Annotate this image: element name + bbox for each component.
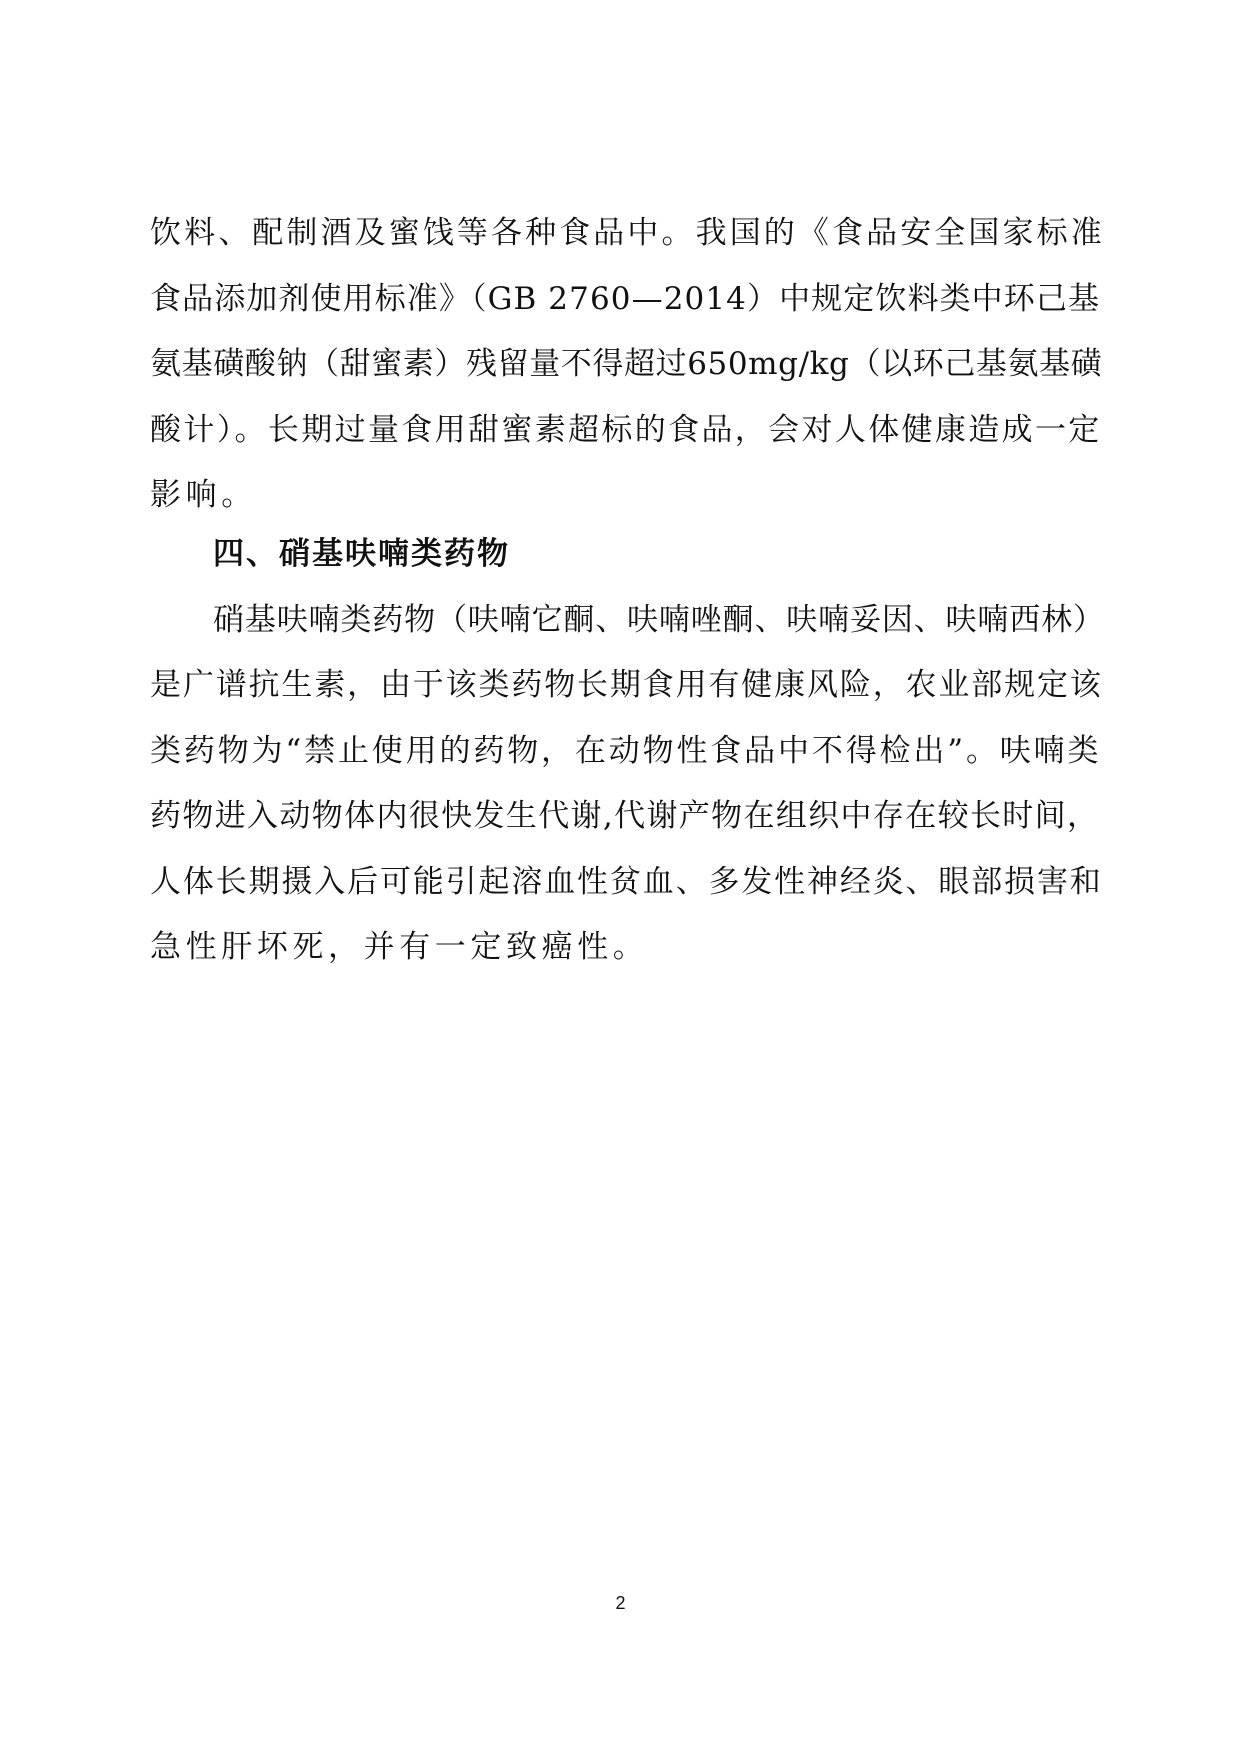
paragraph-1-line-2: 食品添加剂使用标准》（GB 2760—2014）中规定饮料类中环己基 (150, 281, 1101, 317)
section-heading: 四、硝基呋喃类药物 (213, 536, 510, 572)
paragraph-1-line-5: 影响。 (150, 477, 257, 513)
paragraph-2-line-5: 人体长期摄入后可能引起溶血性贫血、多发性神经炎、眼部损害和 (150, 864, 1103, 900)
page-number: 2 (615, 1593, 626, 1613)
paragraph-2-line-1: 硝基呋喃类药物（呋喃它酮、呋喃唑酮、呋喃妥因、呋喃西林） (213, 602, 1105, 638)
paragraph-2-line-3: 类药物为“禁止使用的药物，在动物性食品中不得检出”。呋喃类 (150, 733, 1102, 769)
paragraph-2-line-4: 药物进入动物体内很快发生代谢,代谢产物在组织中存在较长时间， (150, 798, 1100, 834)
paragraph-2-line-2: 是广谱抗生素，由于该类药物长期食用有健康风险，农业部规定该 (150, 667, 1103, 703)
paragraph-2-line-6: 急性肝坏死，并有一定致癌性。 (150, 929, 649, 965)
paragraph-1-line-3: 氨基磺酸钠（甜蜜素）残留量不得超过650mg/kg（以环己基氨基磺 (150, 346, 1103, 382)
paragraph-1-line-1: 饮料、配制酒及蜜饯等各种食品中。我国的《食品安全国家标准 (150, 215, 1105, 251)
paragraph-1-line-4: 酸计）。长期过量食用甜蜜素超标的食品，会对人体健康造成一定 (150, 412, 1102, 448)
